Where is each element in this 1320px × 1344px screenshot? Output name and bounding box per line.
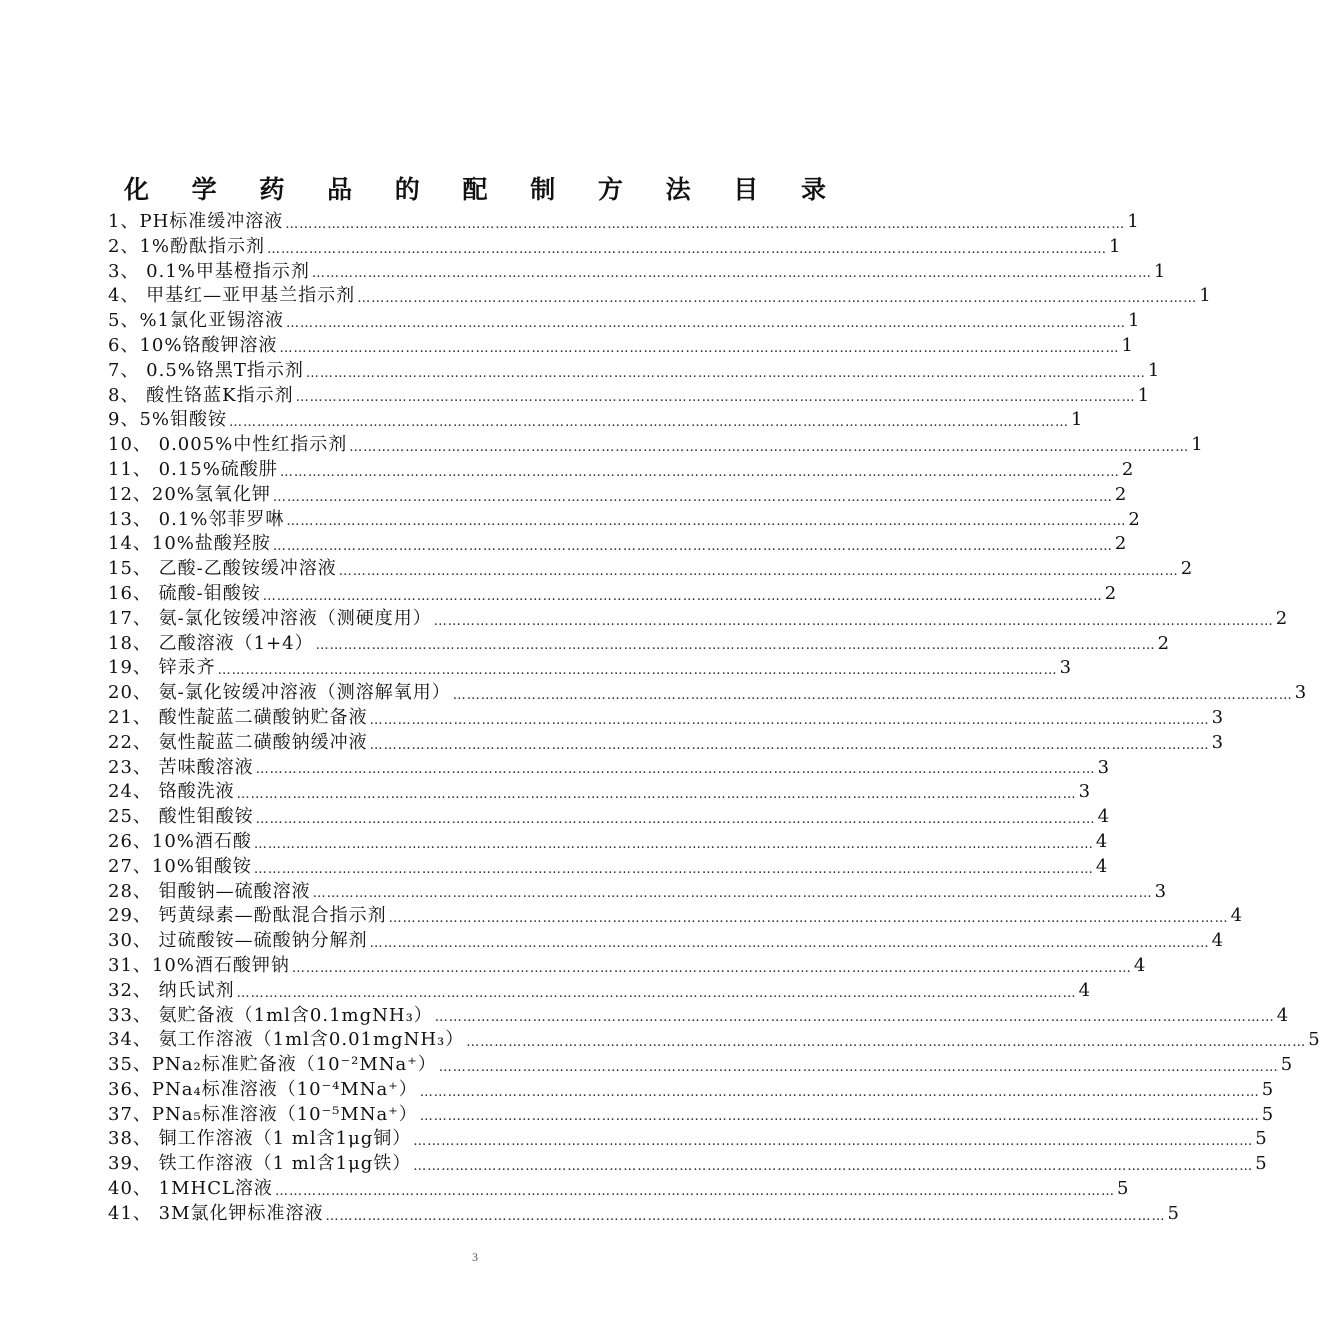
toc-dot-leader: ……………………………………………………………………………………………………………………………………………………………… [272, 489, 1113, 505]
toc-entry-title: 29、 钙黄绿素—酚酞混合指示剂 [108, 905, 387, 927]
toc-entry-page: 4 [1097, 806, 1110, 828]
toc-entry-page: 2 [1128, 508, 1140, 530]
toc-entry-title: 27、10%钼酸铵 [108, 855, 252, 877]
toc-entry-title: 34、 氨工作溶液（1ml含0.01mgNH₃） [108, 1029, 465, 1051]
toc-entry-page: 5 [1261, 1078, 1274, 1100]
toc-entry-title: 26、10%酒石酸 [108, 830, 252, 852]
toc-entry[interactable] [108, 607, 1288, 632]
toc-entry[interactable] [108, 830, 1108, 855]
toc-entry[interactable] [108, 656, 1072, 681]
toc-entry[interactable] [108, 904, 1243, 929]
toc-entry-title: 22、 氨性靛蓝二磺酸钠缓冲液 [108, 731, 368, 753]
toc-entry-page: 3 [1078, 781, 1091, 803]
toc-entry-page: 5 [1280, 1054, 1293, 1076]
toc-entry-title: 21、 酸性靛蓝二磺酸钠贮备液 [108, 706, 368, 728]
toc-entry-title: 36、PNa₄标准溶液（10⁻⁴MNa⁺） [108, 1078, 418, 1100]
toc-entry-page: 2 [1275, 607, 1288, 629]
toc-entry[interactable] [108, 1127, 1267, 1152]
toc-entry[interactable] [108, 483, 1127, 508]
toc-dot-leader: ……………………………………………………………………………………………………………………………………………………………… [369, 712, 1210, 728]
toc-entry-page: 3 [1294, 682, 1307, 704]
toc-entry-title: 12、20%氢氧化钾 [108, 483, 271, 505]
toc-entry[interactable] [108, 1202, 1179, 1227]
toc-entry-page: 1 [1109, 235, 1121, 257]
toc-entry-title: 11、 0.15%硫酸肼 [108, 458, 278, 480]
toc-entry[interactable] [108, 260, 1166, 285]
toc-entry-title: 23、 苦味酸溶液 [108, 756, 254, 778]
toc-entry[interactable] [108, 334, 1133, 359]
toc-entry-title: 24、 铬酸洗液 [108, 781, 235, 803]
toc-dot-leader: ……………………………………………………………………………………………………………………………………………………………… [388, 911, 1229, 927]
toc-entry-page: 2 [1114, 483, 1127, 505]
toc-entry[interactable] [108, 632, 1170, 657]
toc-entry[interactable] [108, 1053, 1293, 1078]
toc-entry-title: 17、 氨-氯化铵缓冲溶液（测硬度用） [108, 607, 432, 629]
toc-entry-title: 18、 乙酸溶液（1+4） [108, 632, 314, 654]
toc-entry-page: 5 [1308, 1029, 1320, 1051]
toc-entry-page: 4 [1133, 954, 1146, 976]
toc-entry[interactable] [108, 1152, 1267, 1177]
toc-entry[interactable] [108, 359, 1160, 384]
toc-dot-leader: ……………………………………………………………………………………………………………………………………………………………… [279, 340, 1120, 356]
toc-dot-leader: ……………………………………………………………………………………………………………………………………………………………… [312, 886, 1153, 902]
toc-entry[interactable] [108, 557, 1193, 582]
toc-entry[interactable] [108, 433, 1203, 458]
toc-entry[interactable] [108, 681, 1307, 706]
page-title: 化 学 药 品 的 配 制 方 法 目 录 [123, 175, 844, 204]
toc-entry-page: 3 [1059, 657, 1072, 679]
toc-dot-leader: ……………………………………………………………………………………………………………………………………………………………… [413, 1159, 1254, 1175]
toc-entry-title: 33、 氨贮备液（1ml含0.1mgNH₃） [108, 1004, 433, 1026]
toc-entry-title: 31、10%酒石酸钾钠 [108, 954, 290, 976]
toc-entry[interactable] [108, 805, 1110, 830]
toc-dot-leader: ……………………………………………………………………………………………………………………………………………………………… [452, 687, 1293, 703]
page-number: 3 [472, 1250, 478, 1264]
toc-entry[interactable] [108, 954, 1146, 979]
toc-entry-page: 1 [1121, 334, 1133, 356]
toc-entry[interactable] [108, 706, 1224, 731]
toc-entry[interactable] [108, 1004, 1289, 1029]
toc-dot-leader: ……………………………………………………………………………………………………………………………………………………………… [369, 935, 1210, 951]
toc-entry[interactable] [108, 1103, 1274, 1128]
toc-dot-leader: ……………………………………………………………………………………………………………………………………………………………… [325, 1208, 1166, 1224]
toc-dot-leader: ……………………………………………………………………………………………………………………………………………………………… [262, 588, 1103, 604]
toc-entry-page: 4 [1095, 830, 1108, 852]
toc-entry-page: 1 [1128, 310, 1140, 332]
toc-entry[interactable] [108, 458, 1134, 483]
toc-dot-leader: ……………………………………………………………………………………………………………………………………………………………… [236, 985, 1077, 1001]
toc-entry-title: 20、 氨-氯化铵缓冲溶液（测溶解氧用） [108, 682, 451, 704]
toc-dot-leader: ……………………………………………………………………………………………………………………………………………………………… [419, 1109, 1260, 1125]
toc-entry-title: 25、 酸性钼酸铵 [108, 806, 254, 828]
toc-entry-title: 1、PH标准缓冲溶液 [108, 211, 284, 232]
toc-entry[interactable] [108, 532, 1127, 557]
toc-entry-page: 5 [1255, 1128, 1267, 1150]
toc-dot-leader: ……………………………………………………………………………………………………………………………………………………………… [286, 514, 1127, 530]
toc-entry-page: 2 [1114, 533, 1127, 555]
toc-dot-leader: ……………………………………………………………………………………………………………………………………………………………… [315, 638, 1156, 654]
toc-dot-leader: ……………………………………………………………………………………………………………………………………………………………… [311, 266, 1152, 282]
toc-entry-title: 40、 1MHCL溶液 [108, 1178, 273, 1200]
toc-dot-leader: ……………………………………………………………………………………………………………………………………………………………… [253, 836, 1094, 852]
toc-entry[interactable] [108, 384, 1150, 409]
toc-dot-leader: ……………………………………………………………………………………………………………………………………………………………… [253, 861, 1094, 877]
toc-entry-page: 1 [1147, 359, 1160, 381]
toc-entry-title: 3、 0.1%甲基橙指示剂 [108, 260, 310, 282]
toc-entry-page: 5 [1255, 1153, 1267, 1175]
toc-entry-title: 16、 硫酸-钼酸铵 [108, 582, 261, 604]
toc-entry-page: 1 [1191, 434, 1203, 456]
toc-dot-leader: ……………………………………………………………………………………………………………………………………………………………… [357, 291, 1198, 307]
toc-entry[interactable] [108, 1028, 1320, 1053]
toc-entry-page: 4 [1230, 905, 1243, 927]
toc-entry-page: 2 [1180, 558, 1193, 580]
toc-entry-title: 28、 钼酸钠—硫酸溶液 [108, 880, 311, 902]
toc-dot-leader: ……………………………………………………………………………………………………………………………………………………………… [438, 1059, 1279, 1075]
toc-entry-page: 1 [1127, 211, 1139, 232]
toc-entry-title: 8、 酸性铬蓝K指示剂 [108, 384, 294, 406]
toc-entry-title: 19、 锌汞齐 [108, 657, 216, 679]
toc-entry[interactable] [108, 1177, 1129, 1202]
toc-entry-page: 4 [1211, 930, 1224, 952]
toc-dot-leader: ……………………………………………………………………………………………………………………………………………………………… [466, 1035, 1307, 1051]
toc-dot-leader: ……………………………………………………………………………………………………………………………………………………………… [267, 241, 1108, 257]
toc-dot-leader: ……………………………………………………………………………………………………………………………………………………………… [255, 762, 1096, 778]
toc-entry-page: 5 [1261, 1103, 1274, 1125]
toc-entry[interactable] [108, 979, 1091, 1004]
toc-dot-leader: ……………………………………………………………………………………………………………………………………………………………… [295, 390, 1136, 406]
toc-dot-leader: ……………………………………………………………………………………………………………………………………………………………… [291, 960, 1132, 976]
toc-entry-title: 4、 甲基红—亚甲基兰指示剂 [108, 285, 356, 307]
toc-dot-leader: ……………………………………………………………………………………………………………………………………………………………… [369, 737, 1210, 753]
toc-dot-leader: ……………………………………………………………………………………………………………………………………………………………… [274, 1183, 1115, 1199]
toc-entry-title: 9、5%钼酸铵 [108, 409, 228, 431]
toc-entry[interactable] [108, 508, 1140, 533]
toc-entry-page: 5 [1167, 1202, 1179, 1224]
table-of-contents [108, 210, 1320, 1227]
toc-dot-leader: ……………………………………………………………………………………………………………………………………………………………… [285, 216, 1126, 232]
toc-dot-leader: ……………………………………………………………………………………………………………………………………………………………… [413, 1134, 1254, 1150]
toc-entry-page: 1 [1199, 285, 1211, 307]
toc-entry[interactable] [108, 929, 1224, 954]
toc-entry-title: 13、 0.1%邻菲罗啉 [108, 508, 285, 530]
toc-dot-leader: ……………………………………………………………………………………………………………………………………………………………… [433, 613, 1274, 629]
toc-entry-title: 35、PNa₂标准贮备液（10⁻²MNa⁺） [108, 1054, 437, 1076]
toc-entry-page: 2 [1121, 458, 1134, 480]
toc-entry-page: 5 [1116, 1178, 1129, 1200]
toc-entry-page: 1 [1137, 384, 1150, 406]
toc-entry-page: 4 [1095, 855, 1108, 877]
toc-entry-title: 14、10%盐酸羟胺 [108, 533, 271, 555]
toc-entry[interactable] [108, 582, 1117, 607]
toc-dot-leader: ……………………………………………………………………………………………………………………………………………………………… [338, 563, 1179, 579]
toc-dot-leader: ……………………………………………………………………………………………………………………………………………………………… [279, 464, 1120, 480]
toc-entry[interactable] [108, 855, 1108, 880]
toc-entry-page: 3 [1211, 731, 1224, 753]
toc-entry-page: 2 [1157, 632, 1170, 654]
toc-entry-page: 3 [1154, 880, 1167, 902]
toc-entry[interactable] [108, 756, 1110, 781]
toc-entry[interactable] [108, 780, 1091, 805]
toc-entry-title: 30、 过硫酸铵—硫酸钠分解剂 [108, 930, 368, 952]
toc-entry-title: 39、 铁工作溶液（1 ml含1μg铁） [108, 1153, 412, 1175]
toc-entry-page: 2 [1104, 582, 1117, 604]
toc-dot-leader: ……………………………………………………………………………………………………………………………………………………………… [349, 439, 1190, 455]
toc-entry[interactable] [108, 235, 1121, 260]
toc-entry[interactable] [108, 880, 1167, 905]
toc-dot-leader: ……………………………………………………………………………………………………………………………………………………………… [217, 663, 1058, 679]
toc-dot-leader: ……………………………………………………………………………………………………………………………………………………………… [419, 1084, 1260, 1100]
toc-entry-title: 15、 乙酸-乙酸铵缓冲溶液 [108, 558, 337, 580]
toc-entry-title: 7、 0.5%铬黑T指示剂 [108, 359, 304, 381]
toc-dot-leader: ……………………………………………………………………………………………………………………………………………………………… [272, 539, 1113, 555]
toc-entry[interactable] [108, 731, 1224, 756]
toc-entry-title: 5、%1氯化亚锡溶液 [108, 310, 285, 332]
toc-entry-title: 41、 3M氯化钾标准溶液 [108, 1202, 324, 1224]
toc-entry-title: 6、10%铬酸钾溶液 [108, 334, 278, 356]
toc-entry-title: 32、 纳氏试剂 [108, 979, 235, 1001]
toc-entry-title: 37、PNa₅标准溶液（10⁻⁵MNa⁺） [108, 1103, 418, 1125]
toc-entry-page: 3 [1211, 706, 1224, 728]
toc-entry-page: 4 [1276, 1004, 1289, 1026]
toc-entry[interactable] [108, 408, 1083, 433]
toc-dot-leader: ……………………………………………………………………………………………………………………………………………………………… [305, 365, 1146, 381]
toc-dot-leader: ……………………………………………………………………………………………………………………………………………………………… [236, 787, 1077, 803]
toc-entry-title: 10、 0.005%中性红指示剂 [108, 434, 348, 456]
toc-entry-title: 2、1%酚酞指示剂 [108, 235, 266, 257]
toc-dot-leader: ……………………………………………………………………………………………………………………………………………………………… [255, 811, 1096, 827]
toc-dot-leader: ……………………………………………………………………………………………………………………………………………………………… [229, 415, 1070, 431]
toc-dot-leader: ……………………………………………………………………………………………………………………………………………………………… [434, 1010, 1275, 1026]
toc-entry-page: 3 [1097, 756, 1110, 778]
toc-entry[interactable] [108, 1078, 1274, 1103]
toc-entry-page: 4 [1078, 979, 1091, 1001]
toc-entry[interactable] [108, 309, 1140, 334]
toc-entry-title: 38、 铜工作溶液（1 ml含1μg铜） [108, 1128, 412, 1150]
toc-entry-page: 1 [1153, 260, 1166, 282]
toc-entry[interactable] [108, 284, 1211, 309]
toc-dot-leader: ……………………………………………………………………………………………………………………………………………………………… [286, 315, 1127, 331]
toc-entry-page: 1 [1071, 409, 1083, 431]
toc-entry[interactable] [108, 210, 1139, 235]
